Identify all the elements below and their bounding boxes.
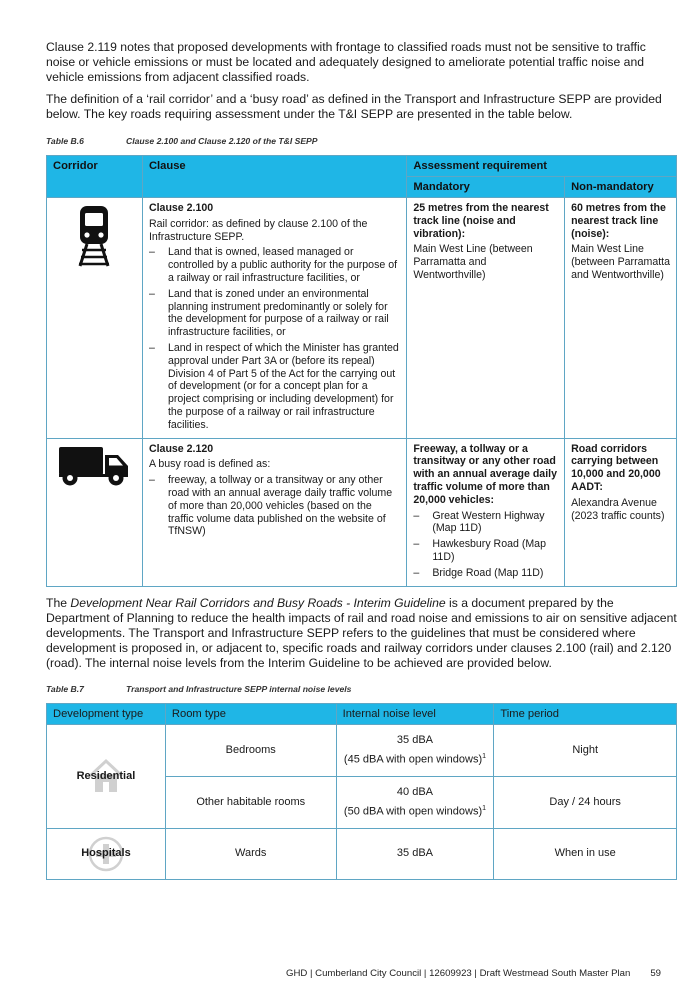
time-period-cell: When in use [494, 828, 677, 879]
room-type-cell: Wards [165, 828, 336, 879]
intro-paragraph-2: The definition of a ‘rail corridor’ and a ‘busy road’ as defined in the Transport and Infrastructure SEPP are provided below. The key roads requiring assessment under the T&I SEPP are presented in the table below. [46, 92, 662, 121]
header-nonmandatory: Non-mandatory [565, 177, 677, 198]
guideline-post: is a document prepared by the Department of Planning to reduce the health impacts of rail and road noise and emissions to air on sensitive adjacent developments. The Transport and Infrastructure SEPP refers to the guidelines that must be considered where development is proposed in, or adjacent to, specific roads and railway corridors under clauses 2.100 (rail) and 2.120 (road). The internal noise levels from the Interim Guideline to be achieved are provided below. [46, 595, 677, 670]
road-clause-title: Clause 2.120 [148, 442, 214, 455]
hospitals-label: Hospitals [81, 847, 131, 860]
list-item: – Great Western Highway (Map 11D) [413, 510, 558, 536]
header-room-type: Room type [165, 703, 336, 724]
guideline-pre: The [46, 595, 71, 610]
table-row [47, 828, 677, 879]
road-nonmandatory-title: Road corridors carrying between 10,000 and 20,000 AADT: [571, 442, 661, 493]
rail-mandatory-title: 25 metres from the nearest track line (noise and vibration): [413, 202, 549, 240]
rail-clause-cell [142, 198, 406, 439]
rail-mandatory-text: Main West Line (between Parramatta and Wentworthville) [413, 243, 533, 281]
train-icon [74, 204, 114, 268]
noise-level-cell: 35 dBA [336, 828, 494, 879]
footnote-marker: 1 [482, 804, 487, 812]
noise-level-note [343, 750, 488, 767]
page-number: 59 [650, 968, 661, 979]
footer-text: GHD | Cumberland City Council | 12609923 | Draft Westmead South Master Plan [286, 968, 631, 979]
noise-level-value: 35 dBA [396, 733, 434, 746]
table-b6-number: Table B.6 [46, 136, 84, 146]
footnote-marker: 1 [482, 752, 487, 760]
noise-note-text: (45 dBA with open windows) [343, 753, 483, 766]
room-type-cell: Other habitable rooms [165, 776, 336, 828]
table-b7-number: Table B.7 [46, 683, 84, 694]
road-clause-list [149, 474, 400, 538]
page-footer [286, 968, 661, 979]
table-b6-title: Clause 2.100 and Clause 2.120 of the T&I SEPP [126, 136, 318, 146]
residential-label: Residential [76, 769, 136, 782]
table-b6-caption [46, 136, 678, 146]
rail-nonmandatory-text: Main West Line (between Parramatta and Wentworthville) [571, 243, 671, 281]
table-b7-caption [46, 684, 678, 694]
header-assessment: Assessment requirement [407, 156, 677, 177]
header-internal-noise-level: Internal noise level [336, 703, 494, 724]
table-row [47, 438, 677, 586]
guideline-paragraph [46, 596, 678, 671]
time-period-cell: Day / 24 hours [494, 776, 677, 828]
table-row [47, 724, 677, 776]
noise-level-note [343, 802, 488, 819]
rail-corridor-cell [47, 198, 143, 439]
header-corridor: Corridor [47, 156, 143, 198]
guideline-title: Development Near Rail Corridors and Busy Roads - Interim Guideline [70, 595, 446, 610]
noise-level-cell [336, 776, 494, 828]
intro-paragraph-1: Clause 2.119 notes that proposed developments with frontage to classified roads must not be sensitive to traffic noise or vehicle emissions or must be located and adequately designed to ameliorate potential traffic noise and vehicle emissions from adjacent classified roads. [46, 40, 646, 84]
road-clause-intro: A busy road is defined as: [148, 458, 271, 471]
header-clause: Clause [142, 156, 406, 198]
header-mandatory: Mandatory [407, 177, 565, 198]
hospitals-cell [47, 828, 166, 879]
document-page [46, 40, 678, 880]
road-nonmandatory-cell [565, 438, 677, 586]
list-item: – Hawkesbury Road (Map 11D) [413, 538, 558, 564]
room-type-cell: Bedrooms [165, 724, 336, 776]
list-item: – Bridge Road (Map 11D) [413, 567, 558, 580]
table-b7 [46, 703, 677, 880]
road-mandatory-title: Freeway, a tollway or a transitway or any other road with an annual average daily traffic volume of more than 20,000 vehicles: [413, 442, 557, 506]
rail-clause-list [149, 246, 400, 431]
list-item: – Land in respect of which the Minister has granted approval under Part 3A or (before its repeal) Division 4 of Part 5 of the Act for the carrying out of development (or for a concept plan for a project comprising or including development) for the purpose of a railway or rail infrastructure facilities. [149, 342, 400, 432]
table-b6 [46, 155, 677, 587]
road-mandatory-cell [407, 438, 565, 586]
road-corridor-cell [47, 438, 143, 586]
noise-level-cell [336, 724, 494, 776]
rail-nonmandatory-title: 60 metres from the nearest track line (noise): [571, 202, 666, 240]
rail-clause-intro: Rail corridor: as defined by clause 2.100 of the Infrastructure SEPP. [148, 217, 368, 243]
time-period-cell: Night [494, 724, 677, 776]
table-row [47, 198, 677, 439]
road-mandatory-list [413, 510, 558, 580]
rail-mandatory-cell [407, 198, 565, 439]
list-item: – freeway, a tollway or a transitway or any other road with an annual average daily traffic volume of more than 20,000 vehicles (based on the traffic volume data published on the website of TfNSW) [149, 474, 400, 538]
noise-note-text: (50 dBA with open windows) [343, 805, 483, 818]
rail-clause-title: Clause 2.100 [148, 202, 214, 214]
header-time-period: Time period [494, 703, 677, 724]
residential-cell [47, 724, 166, 828]
road-clause-cell [142, 438, 406, 586]
rail-nonmandatory-cell [565, 198, 677, 439]
table-b7-title: Transport and Infrastructure SEPP internal noise levels [126, 683, 352, 694]
truck-icon [58, 445, 130, 487]
noise-level-value: 40 dBA [396, 785, 434, 798]
list-item: – Land that is owned, leased managed or controlled by a public authority for the purpose of a railway or rail infrastructure facilities, or [149, 246, 400, 284]
list-item: – Land that is zoned under an environmental planning instrument predominantly or solely for the development for purpose of a railway or rail infrastructure facilities, or [149, 288, 400, 339]
header-development-type: Development type [47, 703, 166, 724]
road-nonmandatory-text: Alexandra Avenue (2023 traffic counts) [571, 496, 665, 522]
